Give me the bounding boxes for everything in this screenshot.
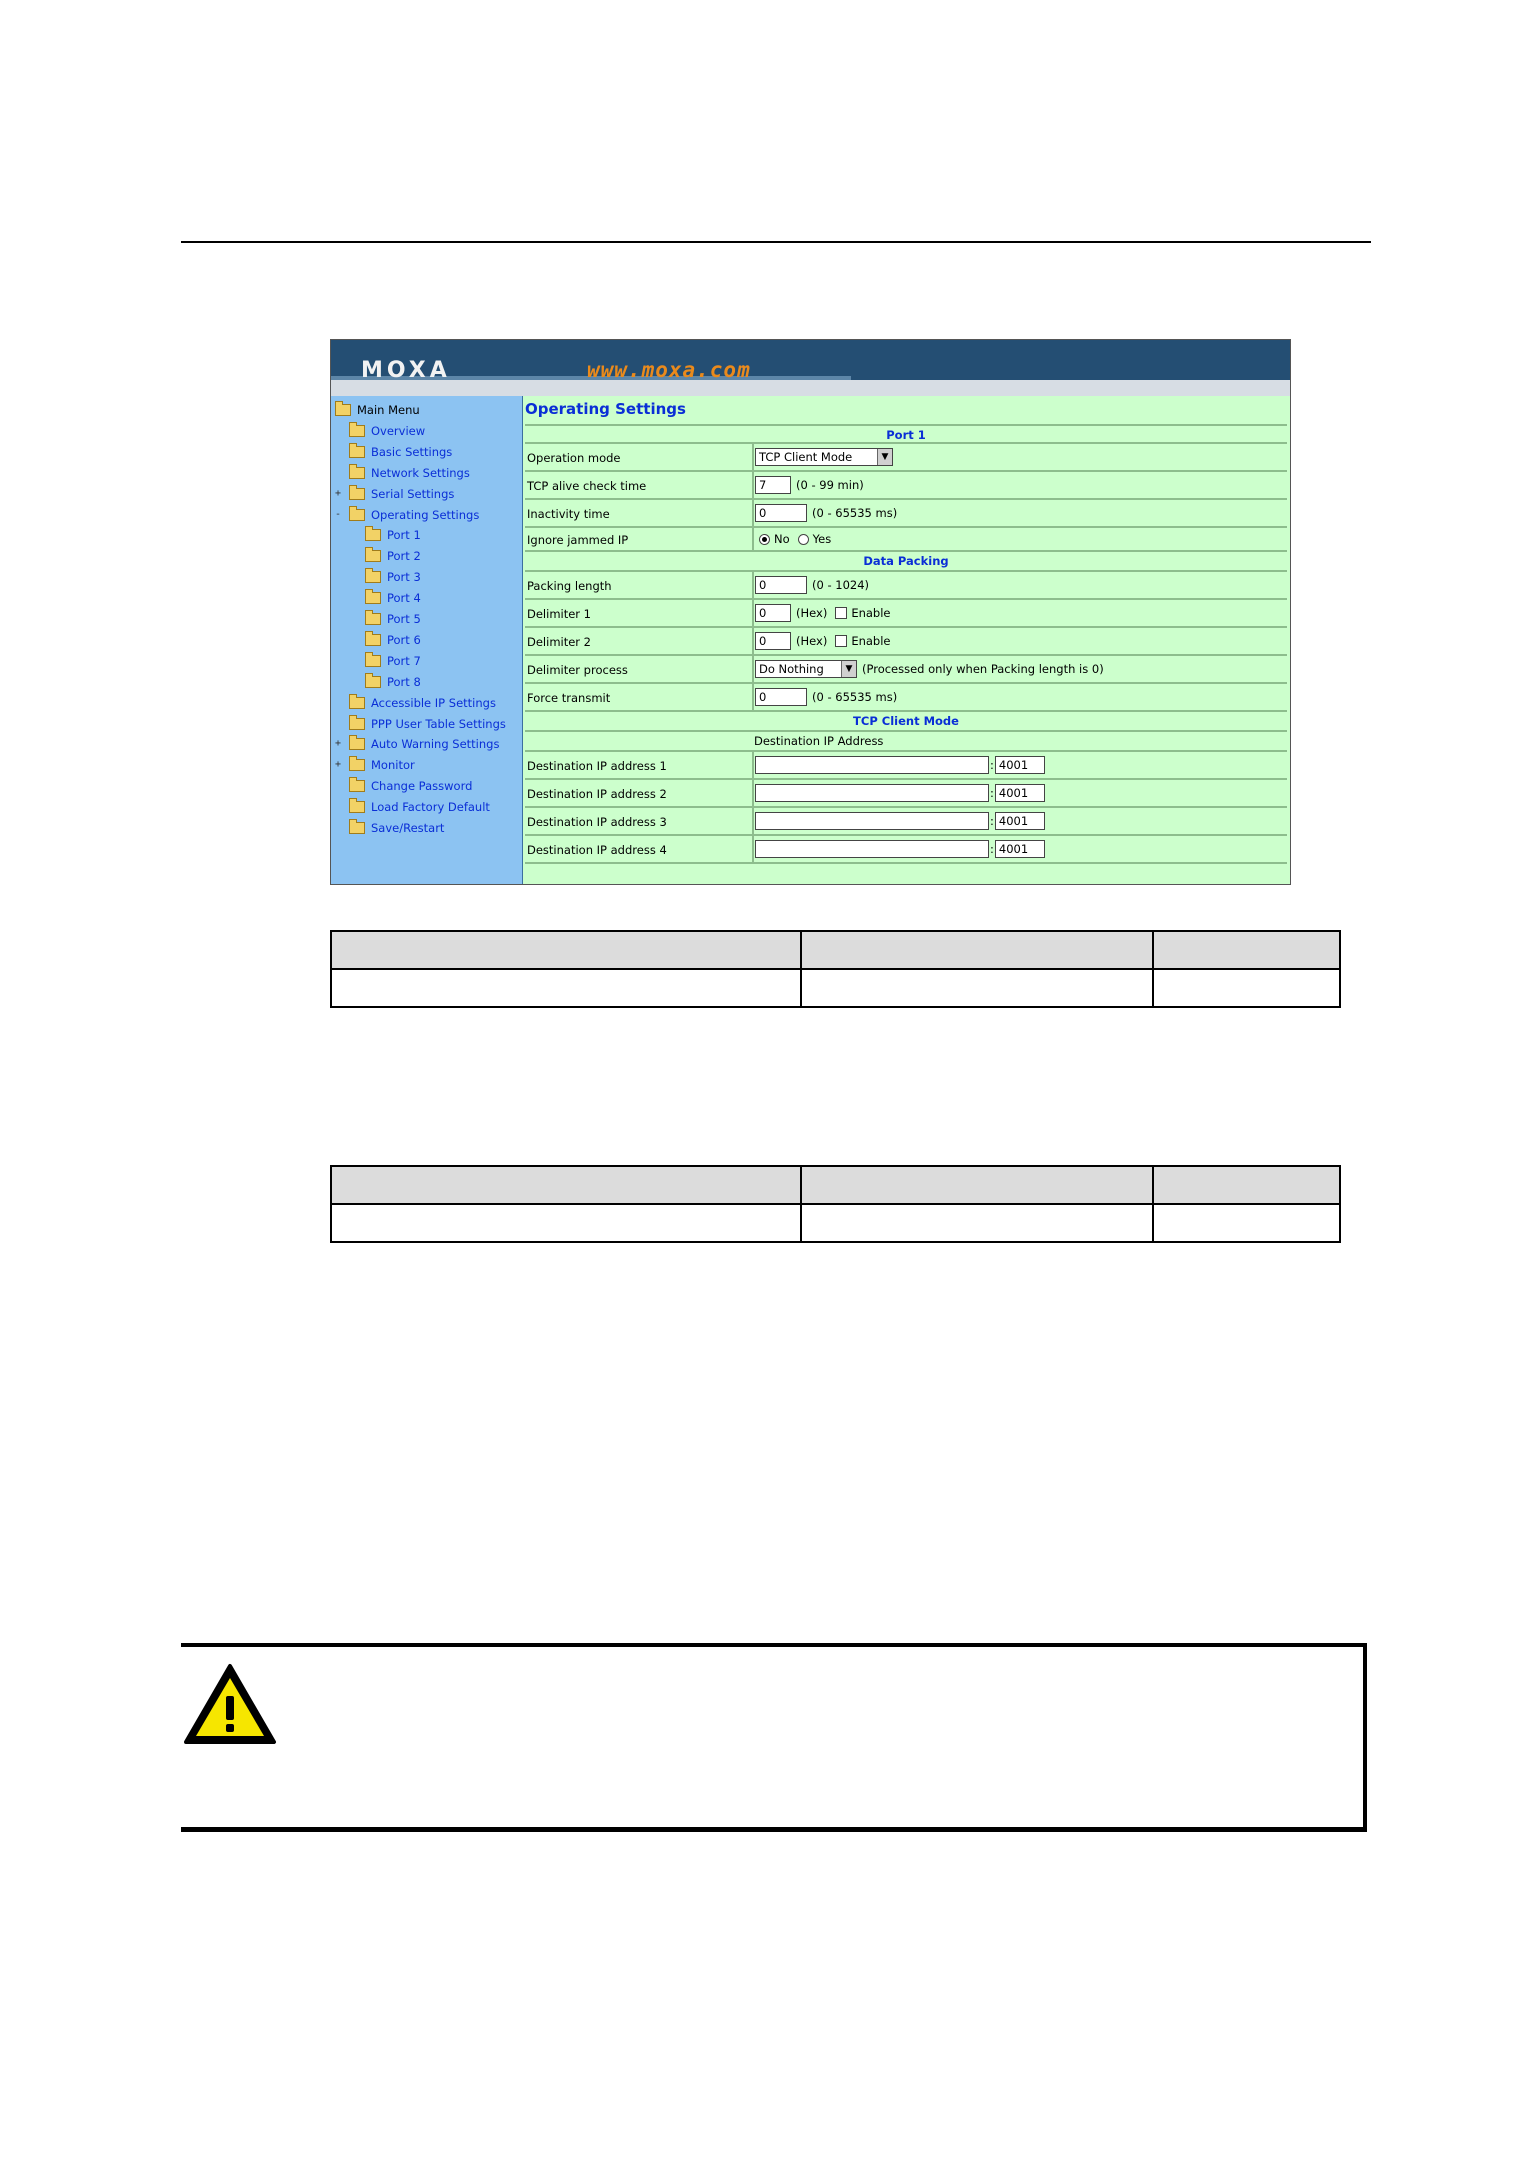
destination-port-input[interactable]: 4001 [995, 756, 1045, 774]
sidebar-item-main-menu[interactable] [335, 400, 420, 420]
folder-icon [349, 697, 365, 709]
main-menu-sidebar [331, 396, 523, 884]
inactivity-hint: (0 - 65535 ms) [812, 506, 898, 520]
sidebar-item-label: Port 6 [387, 632, 421, 647]
sidebar-item-accessible-ip-settings[interactable] [349, 693, 496, 713]
destination-label: Destination IP address 1 [527, 759, 667, 773]
delimiter1-row [525, 600, 1287, 628]
sidebar-item-label: Change Password [371, 779, 473, 794]
folder-icon [365, 634, 381, 646]
destination-header-row [525, 732, 1287, 752]
ignore-jammed-label: Ignore jammed IP [527, 533, 629, 547]
sidebar-item-label: Monitor [371, 758, 415, 773]
table-cell [801, 969, 1153, 1007]
delimiter1-enable-checkbox[interactable] [835, 607, 847, 619]
destination-row-1 [525, 752, 1287, 780]
folder-icon [365, 613, 381, 625]
sidebar-item-label: Auto Warning Settings [371, 737, 500, 752]
delimiter2-enable-checkbox[interactable] [835, 635, 847, 647]
folder-icon [349, 822, 365, 834]
delimiter-process-select[interactable] [755, 660, 857, 678]
table-header-cell [331, 1166, 801, 1204]
sidebar-item-label: Main Menu [357, 403, 420, 417]
expand-icon[interactable]: + [335, 738, 342, 750]
force-transmit-label: Force transmit [527, 691, 611, 705]
delimiter-process-row [525, 656, 1287, 684]
expand-icon[interactable]: + [335, 759, 342, 771]
destination-label: Destination IP address 2 [527, 787, 667, 801]
parameter-table-2 [330, 1165, 1341, 1243]
destination-label: Destination IP address 3 [527, 815, 667, 829]
table-header-cell [1153, 1166, 1340, 1204]
sidebar-item-port-8[interactable] [365, 672, 421, 692]
sidebar-item-change-password[interactable] [349, 776, 472, 796]
table-cell [1153, 1204, 1340, 1242]
inactivity-label: Inactivity time [527, 507, 610, 521]
sidebar-item-label: Accessible IP Settings [371, 695, 496, 710]
destination-header-label: Destination IP Address [754, 734, 884, 748]
section-tcp-client-header: TCP Client Mode [525, 712, 1287, 732]
folder-icon [365, 571, 381, 583]
folder-icon [365, 676, 381, 688]
folder-icon [349, 718, 365, 730]
inactivity-row [525, 500, 1287, 528]
sidebar-item-save-restart[interactable] [349, 818, 444, 838]
section-port-header: Port 1 [525, 424, 1287, 444]
inactivity-input[interactable]: 0 [755, 504, 807, 522]
delimiter-process-note: (Processed only when Packing length is 0) [862, 662, 1104, 676]
sidebar-item-label: Overview [371, 423, 426, 438]
table-header-row [331, 1166, 1340, 1204]
operation-mode-value: TCP Client Mode [759, 450, 853, 464]
delimiter2-input[interactable]: 0 [755, 632, 791, 650]
sidebar-item-operating-settings[interactable] [335, 505, 480, 525]
alive-check-label: TCP alive check time [527, 479, 647, 493]
table-header-cell [801, 1166, 1153, 1204]
ignore-jammed-row [525, 528, 1287, 552]
packing-length-input[interactable]: 0 [755, 576, 807, 594]
expand-icon[interactable]: + [335, 487, 342, 499]
sidebar-item-label: Port 3 [387, 570, 421, 585]
delimiter1-label: Delimiter 1 [527, 607, 592, 621]
radio-no[interactable] [759, 534, 770, 545]
delimiter1-input[interactable]: 0 [755, 604, 791, 622]
packing-length-row [525, 572, 1287, 600]
sidebar-item-port-1[interactable] [365, 525, 421, 545]
colon-separator: : [990, 814, 994, 828]
page-header-rule [181, 241, 1371, 243]
warning-triangle-icon [182, 1662, 278, 1748]
destination-ip-input[interactable] [755, 812, 989, 830]
banner-swoosh [331, 380, 1290, 396]
delimiter1-hex: (Hex) [796, 606, 828, 620]
delimiter-process-value: Do Nothing [759, 662, 824, 676]
section-data-packing-header: Data Packing [525, 552, 1287, 572]
moxa-logo: MOXA [361, 358, 451, 383]
destination-port-input[interactable]: 4001 [995, 812, 1045, 830]
sidebar-item-monitor[interactable] [335, 755, 415, 775]
operation-mode-row [525, 444, 1287, 472]
folder-icon [349, 446, 365, 458]
delimiter-process-label: Delimiter process [527, 663, 628, 677]
table-row [331, 969, 1340, 1007]
table-cell [801, 1204, 1153, 1242]
radio-yes[interactable] [798, 534, 809, 545]
sidebar-item-port-4[interactable] [365, 588, 421, 608]
delimiter2-hex: (Hex) [796, 634, 828, 648]
folder-icon [365, 655, 381, 667]
delimiter2-row [525, 628, 1287, 656]
folder-icon [349, 488, 365, 500]
operation-mode-select[interactable] [755, 448, 893, 466]
sidebar-item-label: Save/Restart [371, 821, 445, 835]
folder-icon [365, 550, 381, 562]
force-transmit-row [525, 684, 1287, 712]
colon-separator: : [990, 758, 994, 772]
table-header-row [331, 931, 1340, 969]
folder-icon [349, 801, 365, 813]
web-console-screenshot [330, 339, 1291, 885]
destination-ip-input[interactable] [755, 840, 989, 858]
destination-port-input[interactable]: 4001 [995, 784, 1045, 802]
operating-settings-panel [523, 396, 1290, 884]
sidebar-item-label: Load Factory Default [371, 800, 490, 815]
destination-row-3 [525, 808, 1287, 836]
destination-row-2 [525, 780, 1287, 808]
sidebar-item-auto-warning-settings[interactable] [335, 734, 500, 754]
delimiter1-enable-label: Enable [851, 606, 891, 620]
sidebar-item-network-settings[interactable] [349, 463, 470, 483]
sidebar-item-port-2[interactable] [365, 546, 421, 566]
chevron-down-icon[interactable]: ▼ [841, 661, 856, 677]
radio-yes-label: Yes [812, 532, 832, 546]
collapse-icon[interactable]: - [335, 508, 342, 520]
force-transmit-hint: (0 - 65535 ms) [812, 690, 898, 704]
sidebar-item-port-7[interactable] [365, 651, 421, 671]
destination-label: Destination IP address 4 [527, 843, 667, 857]
table-header-cell [801, 931, 1153, 969]
moxa-banner [331, 340, 1290, 396]
settings-form [525, 424, 1287, 864]
sidebar-item-label: Basic Settings [371, 444, 453, 459]
sidebar-item-label: Network Settings [371, 465, 470, 480]
colon-separator: : [990, 786, 994, 800]
alive-check-hint: (0 - 99 min) [796, 478, 864, 492]
packing-length-hint: (0 - 1024) [812, 578, 870, 592]
sidebar-item-label: Operating Settings [371, 507, 480, 522]
folder-icon [349, 759, 365, 771]
colon-separator: : [990, 842, 994, 856]
radio-no-label: No [774, 532, 790, 546]
alive-check-row [525, 472, 1287, 500]
attention-box [181, 1643, 1367, 1832]
sidebar-item-label: PPP User Table Settings [371, 716, 506, 731]
delimiter2-enable-label: Enable [851, 634, 891, 648]
folder-icon [349, 738, 365, 750]
sidebar-item-port-3[interactable] [365, 567, 421, 587]
chevron-down-icon[interactable]: ▼ [877, 449, 892, 465]
folder-icon [365, 592, 381, 604]
sidebar-item-label: Serial Settings [371, 486, 455, 501]
folder-icon [349, 425, 365, 437]
destination-port-input[interactable]: 4001 [995, 840, 1045, 858]
folder-icon [349, 780, 365, 792]
delimiter2-label: Delimiter 2 [527, 635, 592, 649]
folder-icon [335, 404, 351, 416]
sidebar-item-label: Port 1 [387, 528, 421, 543]
sidebar-item-serial-settings[interactable] [335, 484, 455, 504]
sidebar-item-load-factory-default[interactable] [349, 797, 490, 817]
sidebar-item-overview[interactable] [349, 421, 425, 441]
table-header-cell [1153, 931, 1340, 969]
destination-ip-input[interactable] [755, 784, 989, 802]
destination-row-4 [525, 836, 1287, 864]
folder-icon [365, 529, 381, 541]
sidebar-item-basic-settings[interactable] [349, 442, 452, 462]
moxa-url[interactable]: www.moxa.com [587, 358, 751, 382]
alive-check-input[interactable]: 7 [755, 476, 791, 494]
table-cell [1153, 969, 1340, 1007]
packing-length-label: Packing length [527, 579, 612, 593]
operation-mode-label: Operation mode [527, 451, 621, 465]
parameter-table-1 [330, 930, 1341, 1008]
table-cell [331, 969, 801, 1007]
sidebar-item-port-6[interactable] [365, 630, 421, 650]
sidebar-item-label: Port 4 [387, 591, 421, 606]
force-transmit-input[interactable]: 0 [755, 688, 807, 706]
destination-ip-input[interactable] [755, 756, 989, 774]
page-title: Operating Settings [525, 400, 686, 418]
sidebar-item-ppp-user-table-settings[interactable] [349, 714, 506, 734]
sidebar-item-label: Port 7 [387, 653, 421, 668]
table-cell [331, 1204, 801, 1242]
sidebar-item-label: Port 5 [387, 612, 421, 626]
sidebar-item-port-5[interactable] [365, 609, 421, 629]
sidebar-item-label: Port 8 [387, 674, 421, 689]
table-header-cell [331, 931, 801, 969]
table-row [331, 1204, 1340, 1242]
sidebar-item-label: Port 2 [387, 549, 421, 564]
folder-icon [349, 509, 365, 521]
folder-icon [349, 467, 365, 479]
